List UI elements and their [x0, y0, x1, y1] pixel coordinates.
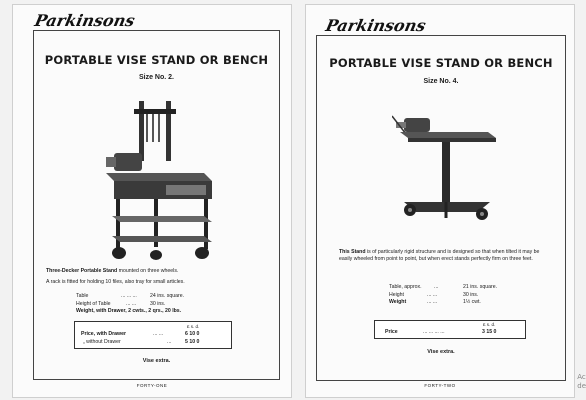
spec-label: Table: [76, 293, 89, 299]
edge-overlay-text: Ac de: [577, 373, 586, 390]
spec-value: 30 ins.: [150, 300, 166, 307]
price-row-dots: ... ... ... ...: [423, 329, 445, 335]
left-page-number: FORTY-ONE: [136, 383, 168, 388]
spec-label: Table, approx.: [389, 284, 422, 290]
right-description: [339, 249, 549, 263]
price-row-value: 3 15 0: [482, 329, 497, 335]
spec-row: [76, 301, 266, 309]
price-row-label: Price: [385, 329, 398, 335]
left-desc-rest: mounted on three wheels.: [117, 268, 179, 274]
price-row-dots: ... ...: [153, 331, 164, 337]
right-desc-lead: This Stand: [339, 249, 366, 255]
portable-stand-illustration: [392, 104, 502, 229]
spec-dots: ... ...: [126, 300, 137, 307]
right-title: PORTABLE VISE STAND OR BENCH: [329, 56, 553, 70]
left-price-box: [74, 321, 232, 349]
spec-row: [76, 308, 266, 316]
spec-row: [389, 284, 559, 292]
left-description-2: A rack is fitted for holding 10 files, also tray for small articles.: [46, 279, 185, 285]
left-frame: [33, 30, 280, 380]
spec-value: 21 ins. square.: [463, 284, 498, 290]
price-currency-header: £ s. d.: [483, 322, 496, 327]
right-page: [305, 4, 575, 398]
left-brand-logo: Parkinsons: [32, 11, 137, 30]
three-decker-stand-illustration: [94, 91, 219, 261]
spec-dots: ... ...: [427, 299, 438, 305]
spec-row: [389, 292, 559, 300]
spec-dots: ... ...: [427, 291, 438, 298]
left-description: [46, 268, 271, 275]
spec-label: Height of Table: [76, 300, 111, 307]
spec-value: 1½ cwt.: [463, 299, 481, 305]
spec-value: 24 ins. square.: [150, 293, 185, 299]
left-vise-extra: Vise extra.: [142, 358, 171, 364]
price-row-value: 6 10 0: [185, 331, 200, 337]
left-specs: [76, 293, 266, 316]
right-price-box: [374, 320, 526, 339]
spec-label: Weight: [389, 299, 407, 305]
price-row-value: 5 10 0: [185, 339, 200, 345]
spec-label: Height: [389, 291, 404, 298]
left-desc-lead: Three-Decker Portable Stand: [46, 268, 118, 274]
right-specs: [389, 284, 559, 307]
right-brand-logo: Parkinsons: [323, 16, 428, 35]
right-desc-rest: is of particularly rigid structure and is designed so that when tilted it may be easily wheeled from point to point, but when erect stands perfectly firm on three feet.: [339, 249, 540, 262]
left-title: PORTABLE VISE STAND OR BENCH: [44, 53, 269, 67]
spec-dots: ...: [434, 284, 439, 290]
right-vise-extra: Vise extra.: [427, 349, 455, 355]
price-currency-header: £ s. d.: [187, 324, 200, 329]
spec-row: [389, 299, 559, 307]
price-row-label: Price, with Drawer: [81, 331, 126, 337]
right-page-number: FORTY-TWO: [424, 383, 456, 388]
spec-label: Weight, with Drawer, 2 cwts., 2 qrs., 20 lbs.: [76, 308, 182, 314]
spec-row: [76, 293, 266, 301]
price-row-label: „ without Drawer: [83, 339, 121, 345]
left-page: [12, 4, 292, 398]
right-frame: [316, 35, 566, 381]
price-row-dots: ...: [167, 339, 172, 345]
right-size-label: Size No. 4.: [423, 78, 459, 85]
spec-value: 30 ins.: [463, 291, 479, 298]
spec-dots: ... ... ...: [121, 293, 137, 299]
left-size-label: Size No. 2.: [138, 74, 174, 81]
